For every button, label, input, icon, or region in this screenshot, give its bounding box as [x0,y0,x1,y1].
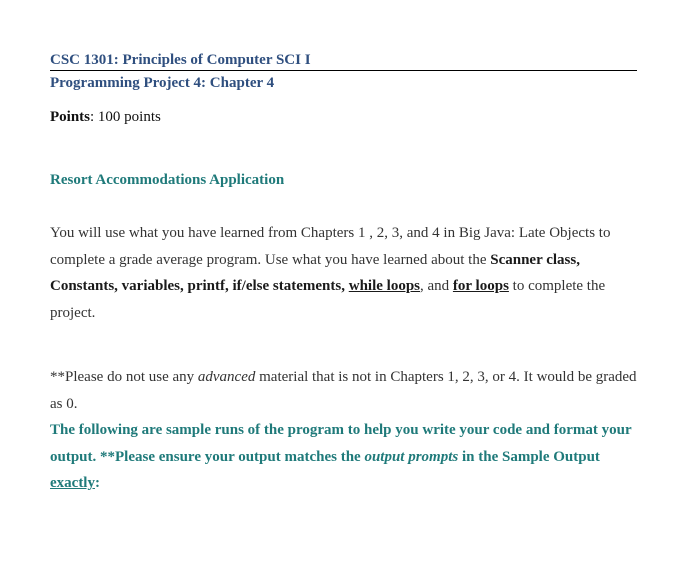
intro-text-3: , and [420,278,453,294]
sample-text-3: : [94,475,100,491]
intro-text-1: You will use what you have learned from Chapters 1 , 2, 3, and 4 in Big Java: Late Objects to complete a grade average program. Use what you have learned about the [50,225,611,268]
intro-paragraph [50,220,640,326]
course-title: CSC 1301: Principles of Computer SCI I [50,51,637,71]
points-value: : 100 points [90,109,161,125]
section-heading: Resort Accommodations Application [50,172,285,188]
intro-for-loops: for loops [452,278,509,294]
intro-text-4: to complete the project. [50,278,606,321]
intro-while-loops: while loops [348,278,420,294]
intro-bold-topics: Scanner class, Constants, variables, printf, if/else statements, [50,251,580,294]
points-label: Points [50,109,91,125]
sample-text-2: in the Sample Output [458,448,600,465]
points-line [50,108,161,126]
sample-text-1: The following are sample runs of the program to help you write your code and format your output. **Please ensure your output matches the [50,422,632,465]
document-header [50,51,637,92]
sample-exactly: exactly [50,475,95,491]
sample-italic: output prompts [364,448,459,465]
warning-italic: advanced [197,369,256,385]
warning-paragraph [50,364,640,417]
warning-text-2: material that is not in Chapters 1, 2, 3, or 4. It would be graded as 0. [50,369,637,412]
warning-text-1: **Please do not use any [50,369,198,385]
project-title: Programming Project 4: Chapter 4 [50,75,275,91]
sample-output-paragraph [50,417,650,497]
